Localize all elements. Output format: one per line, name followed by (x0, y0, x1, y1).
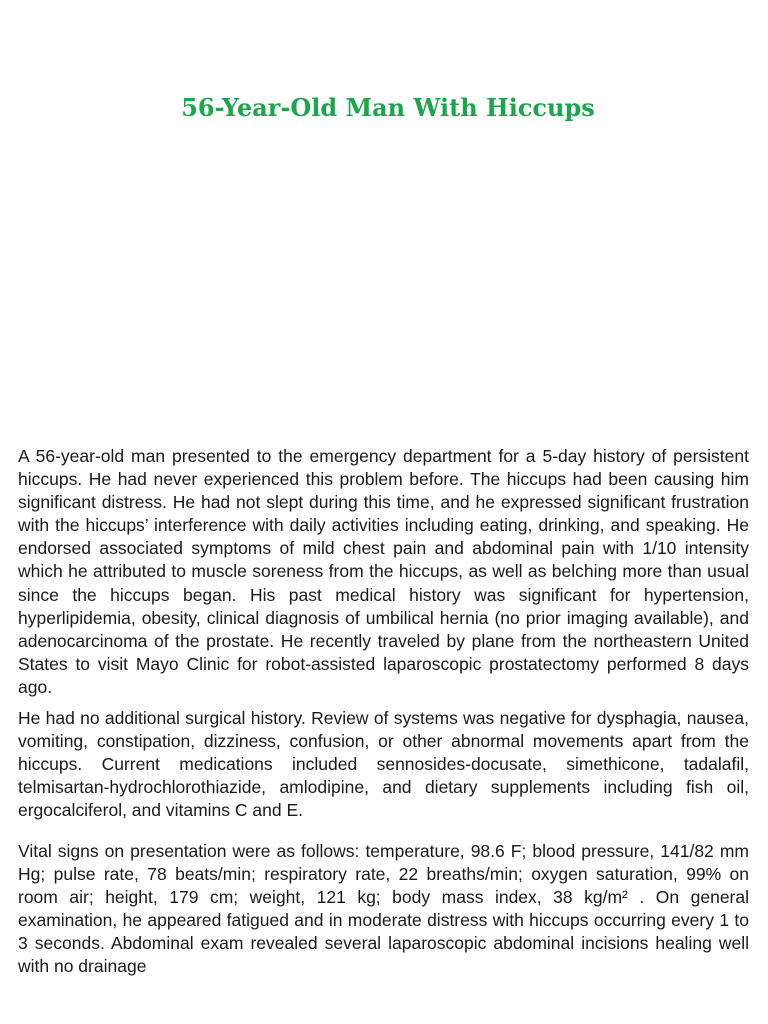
case-body (18, 445, 749, 978)
paragraph-presentation: A 56-year-old man presented to the emergency department for a 5-day history of persistent hiccups. He had never experienced this problem before. The hiccups had been causing him significant distress. He had not slept during this time, and he expressed significant frustration with the hiccups’ interference with daily activities including eating, drinking, and speaking. He endorsed associated symptoms of mild chest pain and abdominal pain with 1/10 intensity which he attributed to muscle soreness from the hiccups, as well as belching more than usual since the hiccups began. His past medical history was significant for hypertension, hyperlipidemia, obesity, clinical diagnosis of umbilical hernia (no prior imaging available), and adenocarcinoma of the prostate. He recently traveled by plane from the northeastern United States to visit Mayo Clinic for robot-assisted laparoscopic prostatectomy performed 8 days ago. (18, 446, 749, 697)
paragraph-history: He had no additional surgical history. Review of systems was negative for dysphagia, nausea, vomiting, constipation, dizziness, confusion, or other abnormal movements apart from the hiccups. Current medications included sennosides-docusate, simethicone, tadalafil, telmisartan-hydrochlorothiazide, amlodipine, and dietary supplements including fish oil, ergocalciferol, and vitamins C and E. (18, 708, 749, 821)
paragraph-vital-signs: Vital signs on presentation were as follows: temperature, 98.6 F; blood pressure, 141/82 mm Hg; pulse rate, 78 beats/min; respiratory rate, 22 breaths/min; oxygen saturation, 99% on room air; height, 179 cm; weight, 121 kg; body mass index, 38 kg/m² . On general examination, he appeared fatigued and in moderate distress with hiccups occurring every 1 to 3 seconds. Abdominal exam revealed several laparoscopic abdominal incisions healing well with no drainage (18, 840, 749, 976)
document-title: 56-Year-Old Man With Hiccups (181, 93, 595, 122)
